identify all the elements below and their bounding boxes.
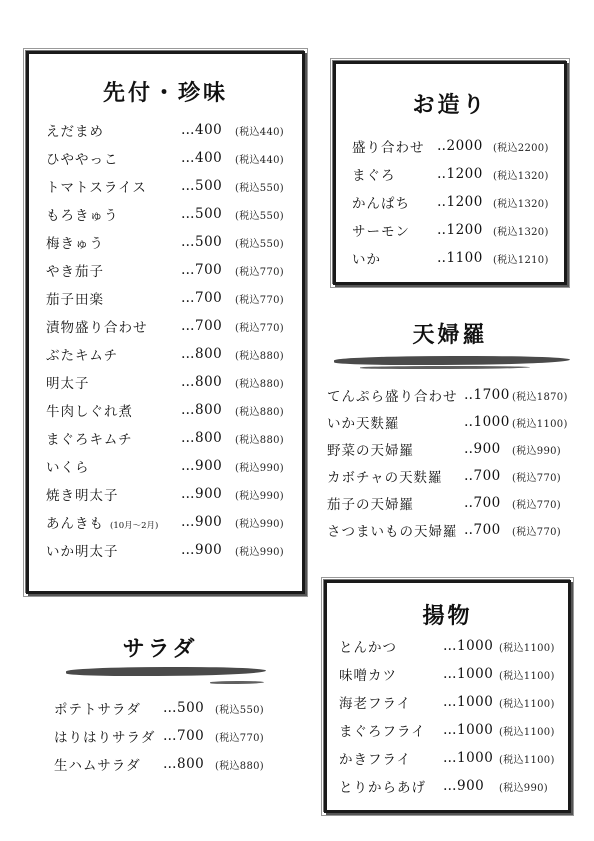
item-name: いくら: [46, 460, 90, 476]
list-item: [322, 490, 582, 516]
item-tax: (税込1100): [499, 754, 555, 766]
list-item: [29, 453, 302, 479]
item-name: さつまいもの天婦羅: [327, 524, 458, 540]
item-name: かんぱち: [352, 196, 410, 212]
list-item: [29, 369, 302, 395]
item-name: カボチャの天麩羅: [327, 470, 443, 486]
sakizuke-menu-box: [26, 51, 305, 594]
salad-list: [48, 695, 288, 785]
item-tax: (税込880): [235, 434, 284, 446]
item-price: ‥700: [464, 522, 501, 538]
item-name: 海老フライ: [339, 696, 412, 712]
list-item: [29, 285, 302, 311]
item-price: …700: [181, 262, 223, 278]
item-name: 茄子の天婦羅: [327, 497, 414, 513]
item-tax: (税込770): [512, 499, 561, 511]
list-item: [336, 245, 564, 271]
item-price: …900: [443, 778, 485, 794]
item-name-wrap: [46, 512, 158, 532]
list-item: [29, 117, 302, 143]
item-name: 盛り合わせ: [352, 140, 425, 156]
item-price: ‥1000: [464, 414, 510, 430]
list-item: [327, 689, 568, 715]
item-name: 茄子田楽: [46, 292, 104, 308]
sakizuke-title: 先付・珍味: [102, 80, 228, 106]
item-price: …500: [181, 206, 223, 222]
item-price: …500: [163, 700, 205, 716]
item-tax: (税込1100): [499, 726, 555, 738]
agemono-menu-box: [324, 580, 571, 813]
item-name: ポテトサラダ: [54, 702, 141, 718]
list-item: [29, 481, 302, 507]
item-price: …900: [181, 514, 223, 530]
item-price: …400: [181, 122, 223, 138]
item-tax: (税込770): [512, 526, 561, 538]
item-tax: (税込1320): [493, 170, 549, 182]
item-price: ‥1200: [437, 222, 483, 238]
item-tax: (税込1210): [493, 254, 549, 266]
item-price: …700: [181, 290, 223, 306]
salad-title: サラダ: [122, 636, 198, 662]
item-price: ‥900: [464, 441, 501, 457]
item-name: かきフライ: [339, 752, 412, 768]
list-item: [29, 537, 302, 563]
list-item: [336, 161, 564, 187]
tempura-brush-stroke: [334, 356, 570, 365]
item-tax: (税込880): [235, 350, 284, 362]
item-price: …800: [181, 374, 223, 390]
item-name: ぶたキムチ: [46, 348, 119, 364]
item-name: まぐろフライ: [339, 724, 426, 740]
list-item: [327, 773, 568, 799]
item-name: 明太子: [46, 376, 90, 392]
item-name: えだまめ: [46, 124, 104, 140]
item-tax: (税込990): [512, 445, 561, 457]
list-item: [29, 145, 302, 171]
item-price: …1000: [443, 722, 494, 738]
otsukuri-title: お造り: [412, 92, 488, 118]
item-tax: (税込770): [512, 472, 561, 484]
item-tax: (税込990): [235, 518, 284, 530]
item-name: あんきも: [46, 516, 104, 532]
item-name: ひややっこ: [46, 152, 119, 168]
item-name: 梅きゅう: [46, 236, 104, 252]
item-tax: (税込1100): [499, 642, 555, 654]
item-tax: (税込990): [235, 490, 284, 502]
item-name: 焼き明太子: [46, 488, 119, 504]
item-price: …700: [181, 318, 223, 334]
item-price: ‥1200: [437, 166, 483, 182]
list-item: [322, 436, 582, 462]
list-item: [29, 201, 302, 227]
item-tax: (税込880): [235, 406, 284, 418]
item-tax: (税込1870): [512, 391, 568, 403]
list-item: [327, 745, 568, 771]
item-tax: (税込440): [235, 154, 284, 166]
item-price: …500: [181, 178, 223, 194]
list-item: [29, 257, 302, 283]
tempura-list: [322, 382, 582, 552]
item-name: はりはりサラダ: [54, 730, 156, 746]
item-price: …900: [181, 542, 223, 558]
item-price: …1000: [443, 750, 494, 766]
item-tax: (税込770): [235, 294, 284, 306]
item-price: …800: [163, 756, 205, 772]
item-name: 生ハムサラダ: [54, 758, 141, 774]
item-price: …1000: [443, 694, 494, 710]
agemono-title: 揚物: [422, 603, 473, 629]
list-item: [48, 751, 288, 777]
tempura-brush-stroke-thin: [360, 366, 530, 369]
item-price: …1000: [443, 666, 494, 682]
item-name: 牛肉しぐれ煮: [46, 404, 133, 420]
list-item: [336, 133, 564, 159]
item-price: ‥1100: [437, 250, 483, 266]
item-tax: (税込550): [235, 210, 284, 222]
list-item: [29, 425, 302, 451]
list-item: [322, 409, 582, 435]
item-price: ‥700: [464, 468, 501, 484]
item-price: …400: [181, 150, 223, 166]
item-price: …800: [181, 402, 223, 418]
item-tax: (税込550): [215, 704, 264, 716]
item-tax: (税込770): [215, 732, 264, 744]
list-item: [29, 229, 302, 255]
item-name: サーモン: [352, 224, 410, 240]
list-item: [327, 661, 568, 687]
item-name: トマトスライス: [46, 180, 147, 196]
item-tax: (税込770): [235, 322, 284, 334]
item-price: …800: [181, 430, 223, 446]
item-tax: (税込990): [235, 462, 284, 474]
item-name: やき茄子: [46, 264, 104, 280]
item-tax: (税込440): [235, 126, 284, 138]
item-price: …800: [181, 346, 223, 362]
tempura-title: 天婦羅: [412, 322, 488, 348]
item-tax: (税込990): [499, 782, 548, 794]
list-item: [327, 717, 568, 743]
salad-brush-stroke-thin: [210, 681, 264, 684]
list-item: [29, 341, 302, 367]
item-tax: (税込1320): [493, 198, 549, 210]
list-item: [336, 217, 564, 243]
list-item: [29, 397, 302, 423]
item-name: まぐろキムチ: [46, 432, 133, 448]
item-price: ‥1700: [464, 387, 510, 403]
item-price: …500: [181, 234, 223, 250]
item-tax: (税込1100): [512, 418, 568, 430]
item-name: 味噌カツ: [339, 668, 397, 684]
item-tax: (税込770): [235, 266, 284, 278]
item-price: …900: [181, 486, 223, 502]
item-name: 漬物盛り合わせ: [46, 320, 148, 336]
item-tax: (税込550): [235, 182, 284, 194]
list-item: [322, 463, 582, 489]
item-tax: (税込990): [235, 546, 284, 558]
item-price: …1000: [443, 638, 494, 654]
item-tax: (税込880): [235, 378, 284, 390]
item-price: ‥700: [464, 495, 501, 511]
list-item: [336, 189, 564, 215]
list-item: [322, 382, 582, 408]
salad-brush-stroke: [66, 667, 266, 676]
item-name: とんかつ: [339, 640, 397, 656]
item-tax: (税込1320): [493, 226, 549, 238]
item-name: いか明太子: [46, 544, 119, 560]
item-price: …900: [181, 458, 223, 474]
list-item: [29, 173, 302, 199]
item-name: まぐろ: [352, 168, 396, 184]
item-name: とりからあげ: [339, 780, 426, 796]
item-season-note: (10月～2月): [110, 521, 159, 531]
otsukuri-menu-box: [333, 61, 567, 285]
list-item: [48, 723, 288, 749]
item-tax: (税込880): [215, 760, 264, 772]
item-name: 野菜の天婦羅: [327, 443, 414, 459]
item-price: …700: [163, 728, 205, 744]
item-name: もろきゅう: [46, 208, 119, 224]
item-tax: (税込1100): [499, 670, 555, 682]
item-tax: (税込1100): [499, 698, 555, 710]
item-price: ‥1200: [437, 194, 483, 210]
item-name: いか: [352, 252, 381, 268]
list-item: [48, 695, 288, 721]
list-item: [29, 509, 302, 535]
list-item: [322, 517, 582, 543]
item-price: ‥2000: [437, 138, 483, 154]
list-item: [327, 633, 568, 659]
item-name: てんぷら盛り合わせ: [327, 389, 458, 405]
list-item: [29, 313, 302, 339]
item-tax: (税込550): [235, 238, 284, 250]
item-tax: (税込2200): [493, 142, 549, 154]
item-name: いか天麩羅: [327, 416, 400, 432]
